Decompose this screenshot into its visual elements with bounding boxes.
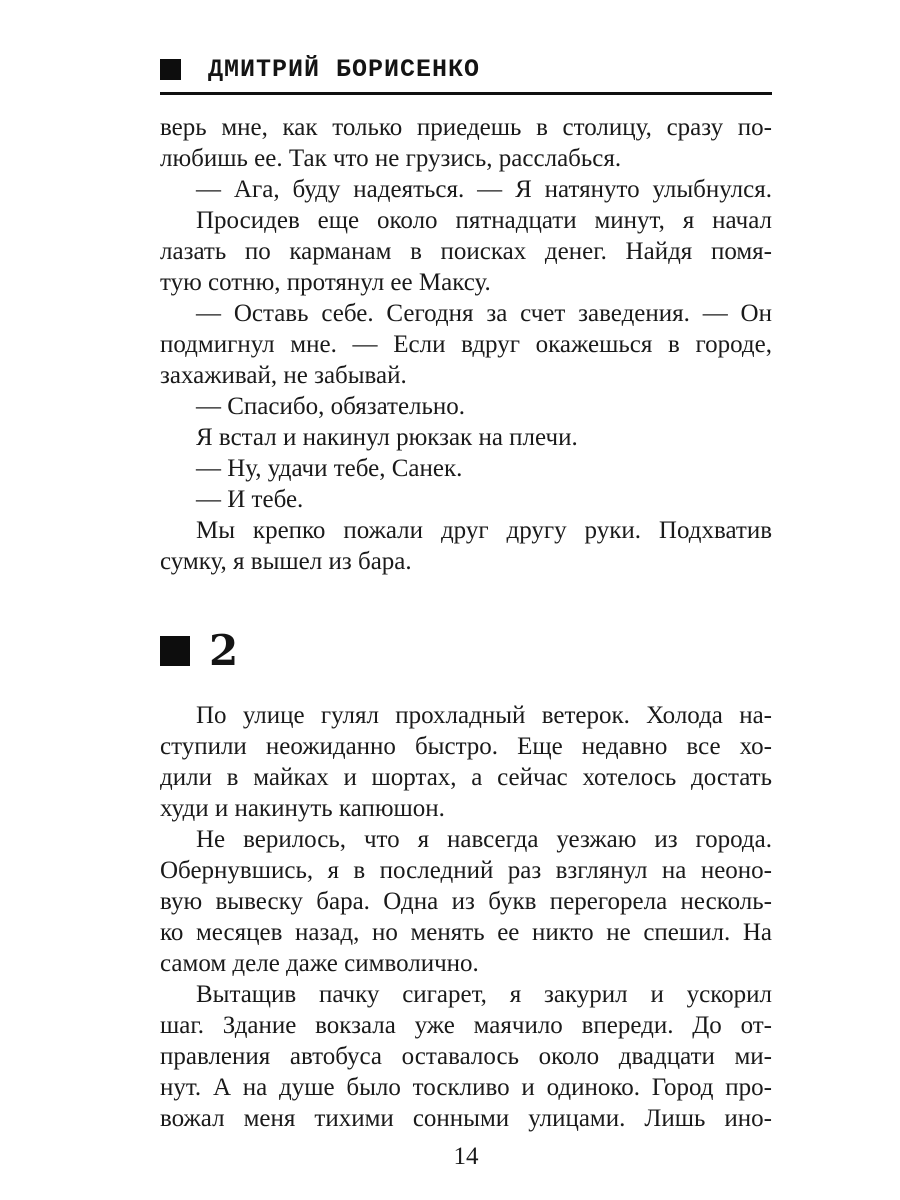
text-line: Не верилось, что я навсегда уезжаю из города. (196, 826, 772, 853)
body-text-block-1 (160, 112, 772, 577)
page-number: 14 (453, 1143, 479, 1170)
text-line: худи и накинуть капюшон. (160, 795, 445, 822)
text-line: сумку, я вышел из бара. (160, 548, 412, 575)
body-text-block-2 (160, 700, 772, 1134)
text-line: нут. А на душе было тоскливо и одиноко. Город про- (160, 1074, 772, 1101)
text-line: — И тебе. (196, 486, 304, 513)
text-line: Мы крепко пожали друг другу руки. Подхватив (196, 517, 772, 544)
text-line: — Спасибо, обязательно. (196, 393, 466, 420)
chapter-heading (160, 626, 772, 675)
text-line: лазать по карманам в поисках денег. Найдя помя- (160, 238, 772, 265)
header-square-icon (160, 59, 181, 80)
text-line: захаживай, не забывай. (160, 362, 407, 389)
text-line: любишь ее. Так что не грузись, расслабься. (160, 145, 622, 172)
text-line: ступили неожиданно быстро. Еще недавно все хо- (160, 733, 772, 760)
text-line: — Ну, удачи тебе, Санек. (196, 455, 463, 482)
text-line: тую сотню, протянул ее Максу. (160, 269, 491, 296)
text-line: подмигнул мне. — Если вдруг окажешься в городе, (160, 331, 772, 358)
author-name: ДМИТРИЙ БОРИСЕНКО (208, 55, 481, 84)
running-header (160, 55, 772, 95)
text-line: шаг. Здание вокзала уже маячило впереди. До от- (160, 1012, 772, 1039)
text-line: верь мне, как только приедешь в столицу, сразу по- (160, 114, 772, 141)
chapter-square-icon (160, 636, 190, 666)
text-line: правления автобуса оставалось около двадцати ми- (160, 1043, 772, 1070)
text-line: Обернувшись, я в последний раз взглянул на неоно- (160, 857, 772, 884)
text-line: вожал меня тихими сонными улицами. Лишь ино- (160, 1105, 772, 1132)
text-line: Я встал и накинул рюкзак на плечи. (196, 424, 578, 451)
text-line: дили в майках и шортах, а сейчас хотелось достать (160, 764, 772, 791)
book-page (160, 55, 772, 1171)
text-line: — Оставь себе. Сегодня за счет заведения. — Он (196, 300, 772, 327)
text-line: Просидев еще около пятнадцати минут, я начал (196, 207, 772, 234)
text-line: Вытащив пачку сигарет, я закурил и ускорил (196, 981, 772, 1008)
text-line: — Ага, буду надеяться. — Я натянуто улыбнулся. (196, 176, 772, 203)
text-line: По улице гулял прохладный ветерок. Холода на- (196, 702, 772, 729)
chapter-number: 2 (209, 626, 239, 675)
text-line: самом деле даже символично. (160, 950, 479, 977)
text-line: ко месяцев назад, но менять ее никто не спешил. На (160, 919, 772, 946)
text-line: вую вывеску бара. Одна из букв перегорела несколь- (160, 888, 772, 915)
